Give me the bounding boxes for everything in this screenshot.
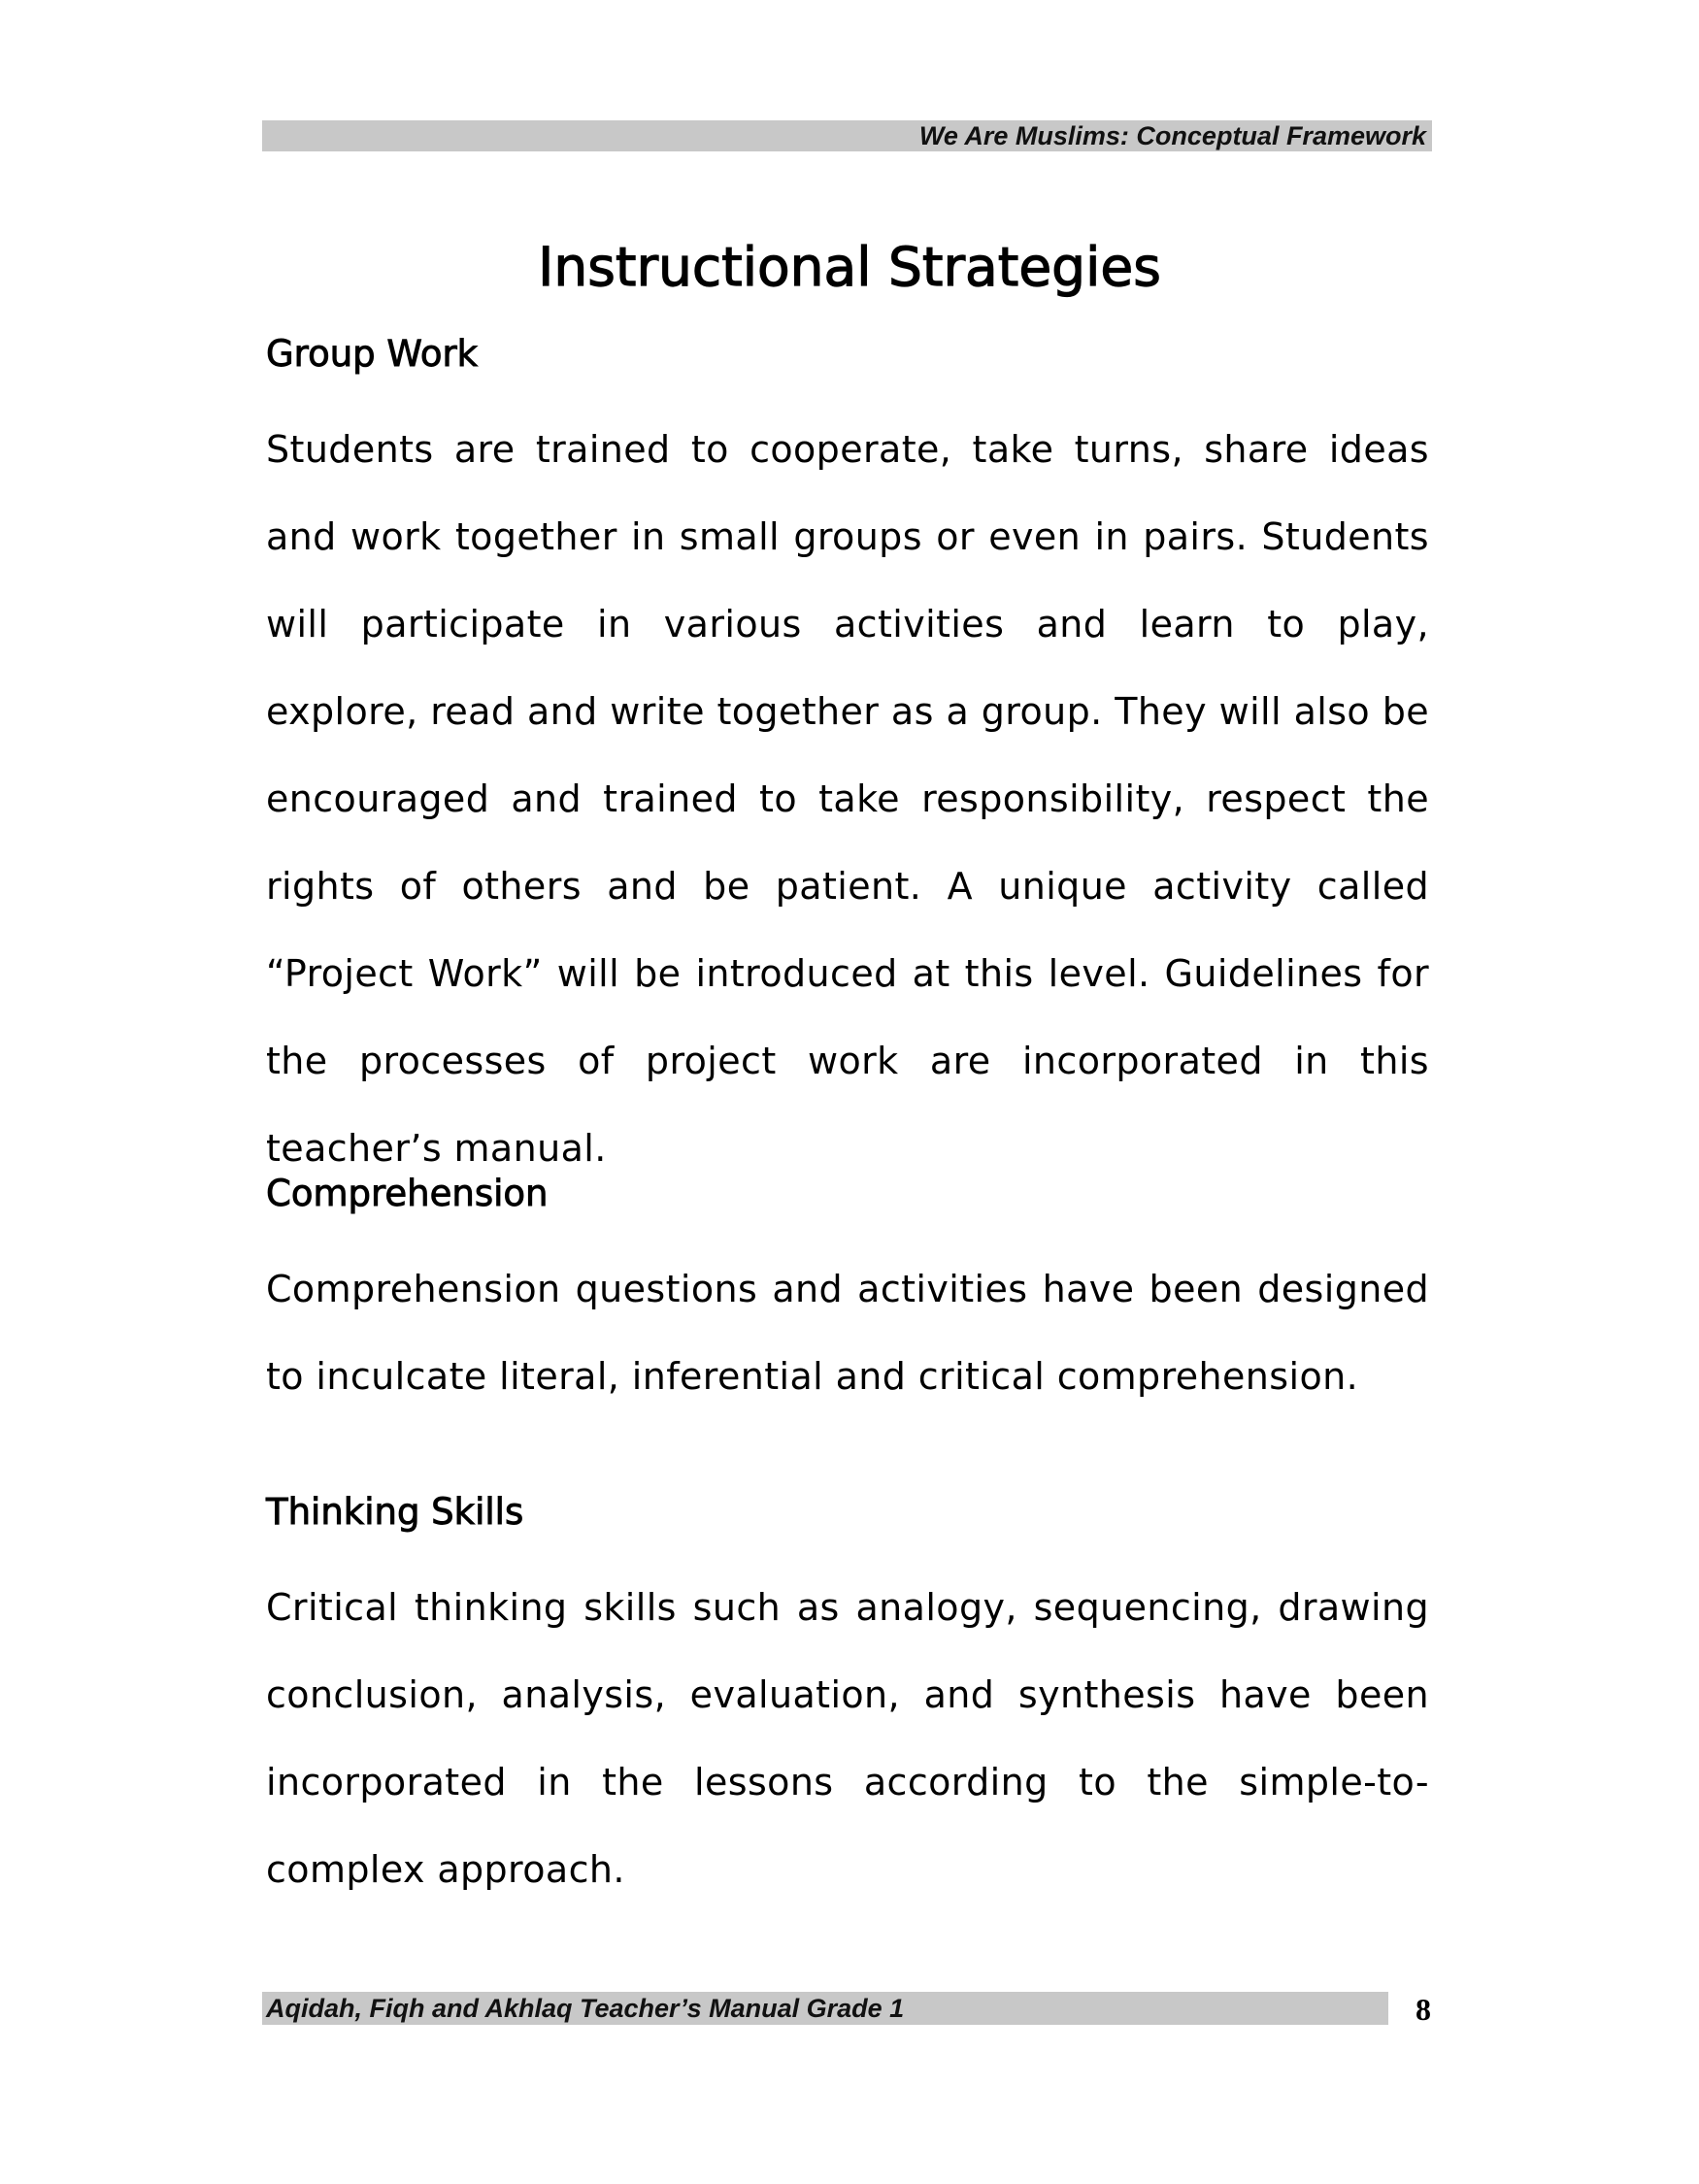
section-heading-thinking-skills: Thinking Skills <box>266 1491 524 1533</box>
section-body-thinking-skills: Critical thinking skills such as analogy, sequencing, drawing conclusion, analysis, evaluation, and synthesis have been incorporated in the lessons according to the simple-to-complex approach. <box>266 1586 1429 1891</box>
page-title: Instructional Strategies <box>538 236 1161 298</box>
running-header-bar <box>262 120 1432 151</box>
footer-book-title: Aqidah, Fiqh and Akhlaq Teacher’s Manual Grade 1 <box>266 1994 905 2023</box>
running-header-title: We Are Muslims: Conceptual Framework <box>918 121 1426 150</box>
section-heading-comprehension: Comprehension <box>266 1173 549 1214</box>
section-heading-group-work: Group Work <box>266 333 479 375</box>
section-thinking-skills <box>266 1488 1429 1913</box>
page-number: 8 <box>1416 1992 1431 2027</box>
section-group-work <box>266 330 1429 1192</box>
section-body-comprehension: Comprehension questions and activities have been designed to inculcate literal, inferential and critical comprehension. <box>266 1268 1429 1398</box>
running-footer-bar <box>262 1992 1388 2025</box>
section-body-group-work: Students are trained to cooperate, take turns, share ideas and work together in small groups or even in pairs. Students will participate in various activities and learn to play, explore, read and write together as a group. They will also be encouraged and trained to take responsibility, respect the rights of others and be patient. A unique activity called “Project Work” will be introduced at this level. Guidelines for the processes of project work are incorporated in this teacher’s manual. <box>266 428 1429 1170</box>
section-comprehension <box>266 1170 1429 1420</box>
